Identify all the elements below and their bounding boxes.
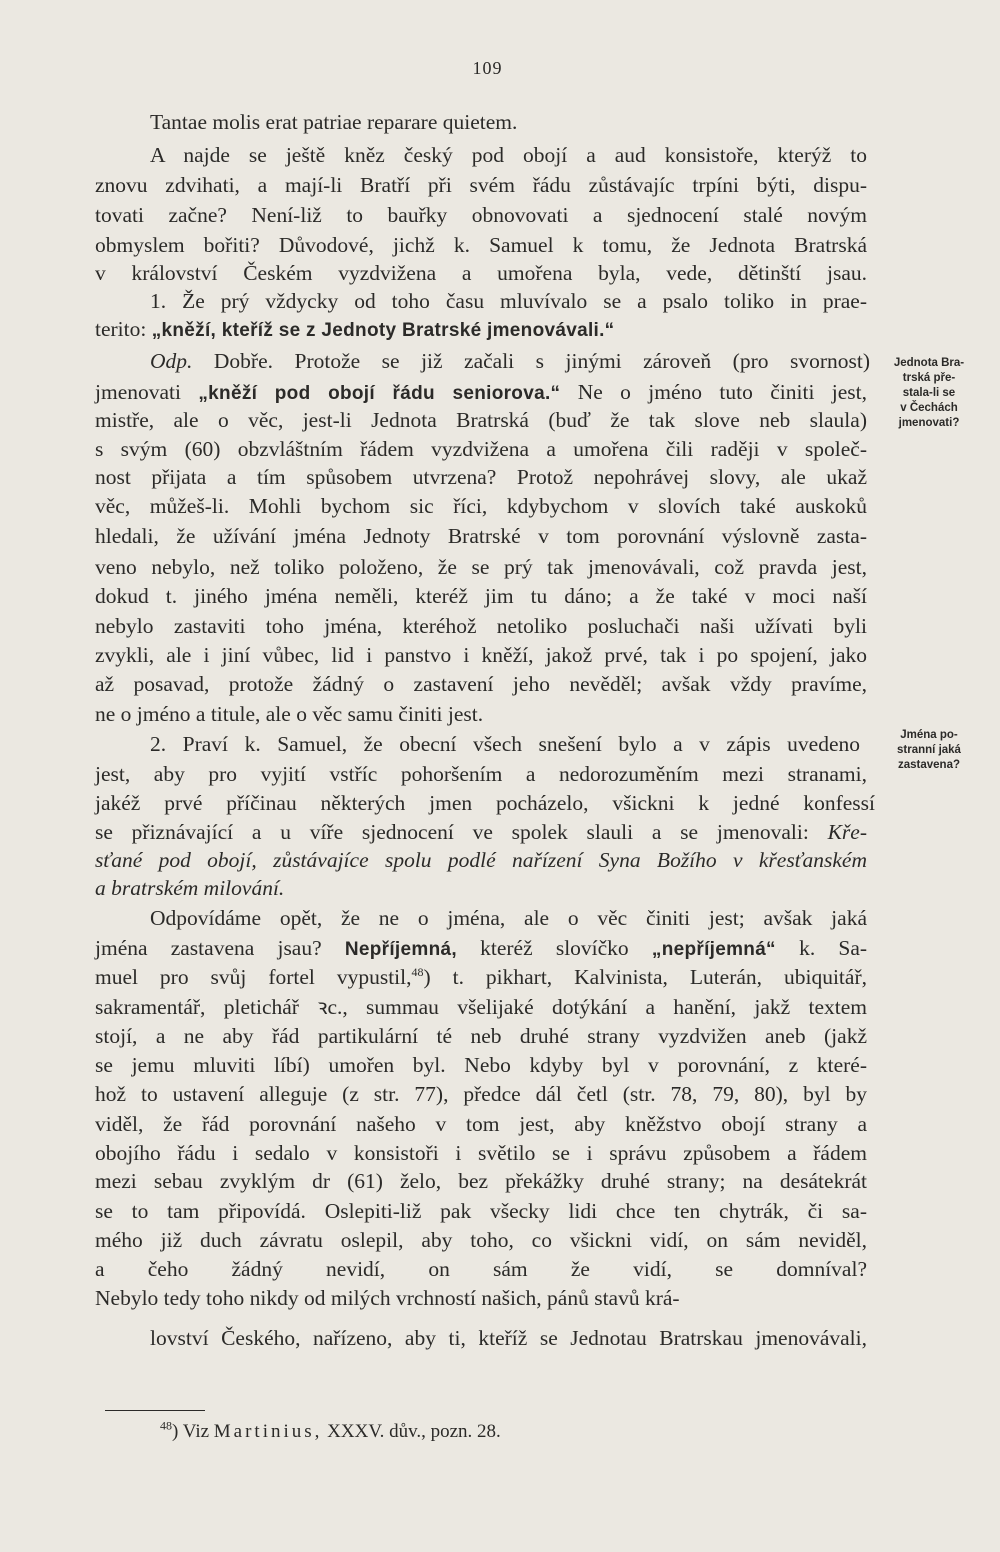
text-line: v království Českém vyzdvižena a umořena byla, vede, dětinští jsau. (95, 261, 867, 285)
margin-note-line: v Čechách (900, 402, 958, 414)
text-line: A najde se ještě kněz český pod obojí a aud konsistoře, kterýž to (150, 143, 867, 167)
text-line: 2. Praví k. Samuel, že obecní všech snešení bylo a v zápis uvedeno (150, 732, 860, 756)
text-line: dokud t. jiného jména neměli, kteréž jim tu dáno; a že také v moci naší (95, 584, 867, 608)
text-line: mezi sebau zvyklým dr (61) želo, bez překážky druhé strany; na desátekrát (95, 1169, 867, 1193)
margin-note-line: stranní jaká (897, 744, 961, 756)
text-fragment: kteréž slovíčko (480, 936, 629, 960)
margin-note (874, 728, 984, 773)
quoted-term: „nepříjemná“ (651, 939, 776, 960)
text-line: nebylo zastaviti toho jména, kteréhož netoliko posluchači naši užívati byli (95, 614, 867, 638)
text-line: až posavad, protože žádný o zastavení jeho nevěděl; avšak vždy pravíme, (95, 672, 867, 696)
text-line: Tantae molis erat patriae reparare quietem. (150, 110, 518, 134)
text-line: s svým (60) obzvláštním řádem vyzdvižena a umořena čili raději v společ- (95, 437, 867, 461)
margin-note-line: zastavena? (897, 759, 960, 771)
text-line: hož to ustavení alleguje (z str. 77), předce dál četl (str. 78, 79, 80), byl by (95, 1082, 867, 1106)
text-line: sťané pod obojí, zůstávajíce spolu podlé nařízení Syna Božího v křesťanském (95, 848, 867, 872)
text-line: obojího řádu i sedalo v konsistoři i světilo se i správu způsobem a řádem (95, 1141, 867, 1165)
text-line: se jemu mluviti líbí) umořen byl. Nebo kdyby byl v porovnání, z které- (95, 1053, 867, 1077)
text-fragment: jmenovati (95, 380, 181, 404)
text-fragment: Dobře. Protože se již začali s jinými zároveň (pro svornost) (213, 349, 870, 373)
abbreviation: Odp. (150, 349, 193, 373)
text-line: hledali, že užívání jména Jednoty Bratrské v tom porovnání výslovně zasta- (95, 524, 867, 548)
text-fragment: terito: (95, 317, 147, 341)
text-fragment: jména zastavena jsau? (95, 936, 322, 960)
text-fragment: se přiznávající a u víře sjednocení ve spolek slauli a se jmenovali: (95, 820, 809, 844)
text-line: mistře, ale o věc, jest-li Jednota Bratrská (buď že tak slove neb slaula) (95, 408, 867, 432)
text-line: veno nebylo, než toliko položeno, že se prý tak jmenovávali, což pravda jest, (95, 555, 867, 579)
footnote-author: Martinius, (213, 1421, 323, 1442)
text-line: znovu zdvihati, a mají-li Bratří při svém řádu zůstávajíc trpíni býti, dispu- (95, 173, 867, 197)
text-fragment: ) t. pikhart, Kalvinista, Luterán, ubiquitář, (423, 965, 867, 989)
text-line (95, 378, 867, 408)
italic-quote: Kře- (827, 820, 867, 844)
text-fragment: Ne o jméno tuto činiti jest, (577, 380, 868, 404)
text-line (150, 347, 870, 375)
text-line: Nebylo tedy toho nikdy od milých vrchností našich, pánů stavů krá- (95, 1286, 680, 1310)
text-fragment: k. Sa- (799, 936, 868, 960)
footnote (160, 1420, 501, 1444)
text-line: a čeho žádný nevidí, on sám že vidí, se domníval? (95, 1257, 867, 1281)
margin-note (874, 356, 984, 431)
footnote-marker: 48 (160, 1418, 172, 1433)
text-line: mého již duch závratu oslepil, aby toho, co všickni vidí, on sám neviděl, (95, 1228, 867, 1252)
text-line: zvykli, ale i jiní vůbec, lid i panstvo i kněží, jakož prvé, tak i po spojení, jako (95, 643, 867, 667)
footnote-divider (105, 1410, 205, 1411)
text-line: tovati začne? Není-liž to bauřky obnovovati a sjednocení stalé novým (95, 203, 867, 227)
margin-note-line: Jednota Bra- (893, 357, 965, 369)
quoted-term: „kněží, kteříž se z Jednoty Bratrské jmenovávali.“ (151, 320, 615, 341)
text-line: ne o jméno a titule, ale o věc samu činiti jest. (95, 702, 484, 726)
text-line: obmyslem bořiti? Důvodové, jichž k. Samuel k tomu, že Jednota Bratrská (95, 233, 867, 257)
footnote-ref: 48 (411, 964, 424, 979)
text-line: lovství Českého, nařízeno, aby ti, kteříž se Jednotau Bratrskau jmenovávali, (150, 1326, 867, 1350)
text-line: stojí, a ne aby řád partikulární té neb druhé strany vyzdvižen aneb (jakž (95, 1024, 867, 1048)
text-line: a bratrském milování. (95, 876, 285, 900)
footnote-text: XXXV. dův., pozn. 28. (327, 1421, 501, 1442)
quoted-term: „kněží pod obojí řádu seniorova.“ (198, 383, 561, 404)
margin-note-line: stala-li se (902, 387, 956, 399)
text-line: Odpovídáme opět, že ne o jména, ale o věc činiti jest; avšak jaká (150, 906, 867, 930)
text-line (95, 963, 867, 991)
text-line: nost přijata a tím spůsobem utvrzena? Protož nepohrávej slovy, ale ukaž (95, 465, 867, 489)
margin-note-line: Jména po- (900, 729, 958, 741)
text-line: 1. Že prý vždycky od toho času mluvívalo se a psalo toliko in prae- (150, 289, 867, 313)
margin-note-line: jmenovati? (898, 417, 960, 429)
margin-note-line: trská pře- (902, 372, 956, 384)
text-line (95, 818, 867, 846)
text-line: věc, můžeš-li. Mohli bychom sic říci, kdybychom v slovích také auskoků (95, 494, 867, 518)
text-line: sakramentář, pletichář ꝛc., summau všelijaké dotýkání a hanění, jakž textem (95, 995, 867, 1019)
text-line: jest, aby pro vyjití vstříc pohoršením a nedorozuměním mezi stranami, (95, 762, 867, 786)
text-line (95, 934, 867, 964)
footnote-text: ) Viz (172, 1421, 210, 1442)
text-line (95, 315, 867, 345)
page-number: 109 (472, 58, 503, 78)
text-line: jakéž prvé příčinau některých jmen pocházelo, všickni k jedné konfessí (95, 791, 875, 815)
text-line: se to tam připovídá. Oslepiti-liž pak všecky lidi chce ten chytrák, či sa- (95, 1199, 867, 1223)
emphasized-term: Nepříjemná, (344, 939, 457, 960)
text-fragment: muel pro svůj fortel vypustil, (95, 965, 412, 989)
text-line: viděl, že řád porovnání našeho v tom jest, aby kněžstvo obojí strany a (95, 1112, 867, 1136)
